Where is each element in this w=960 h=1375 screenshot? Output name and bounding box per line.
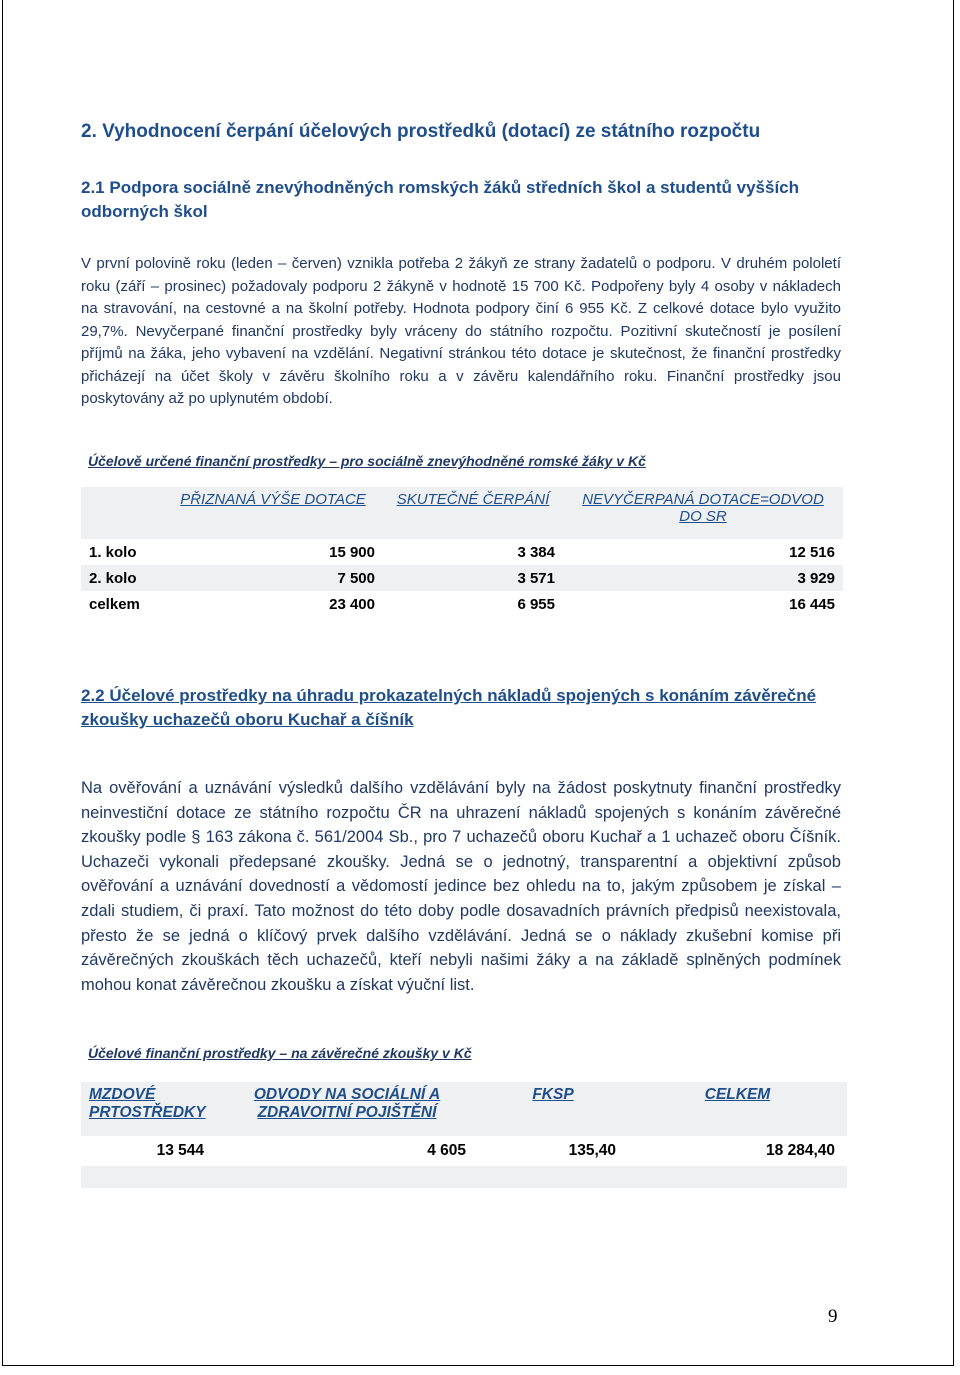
table-header-row bbox=[81, 487, 843, 539]
table-romani-support bbox=[81, 487, 843, 617]
empty-cell bbox=[628, 1166, 847, 1188]
section-2-2-paragraph: Na ověřování a uznávání výsledků dalšího vzdělávání byly na žádost poskytnuty finanční prostředky neinvestiční dotace ze státního rozpočtu ČR na uhrazení nákladů spojených s konáním závěrečné zkoušky podle § 163 zákona č. 561/2004 Sb., pro 7 uchazečů oboru Kuchař a 1 uchazeč oboru Číšník. Uchazeči vykonali předepsané zkoušky. Jedná se o jednotný, transparentní a objektivní způsob ověřování a uznávání dovedností a vědomostí jedince bez ohledu na to, jakým způsobem je získal – zdali studiem, či praxí. Tato možnost do této doby podle dosavadních právních předpisů neexistovala, přesto že se jedná o klíčový prvek dalšího vzdělávání. Jedná se o náklady zkušební komise při závěrečných zkouškách těch uchazečů, kteří nebyli našimi žáky a na základě splněných podmínek mohou konat závěrečnou zkoušku a získat výuční list. bbox=[81, 779, 841, 994]
table-header-granted: PŘIZNANÁ VÝŠE DOTACE bbox=[163, 487, 383, 539]
returned-value: 16 445 bbox=[789, 595, 835, 613]
section-2-1-title: 2.1 Podpora sociálně znevýhodněných romských žáků středních škol a studentů vyšších odborných škol bbox=[81, 178, 800, 221]
table-row bbox=[81, 539, 843, 565]
table-2-caption: Účelové finanční prostředky – na závěrečné zkoušky v Kč bbox=[88, 1045, 472, 1061]
table-header-wages: MZDOVÉ PRTOSTŘEDKY bbox=[81, 1082, 216, 1136]
returned-value: 12 516 bbox=[789, 543, 835, 561]
table-header-empty bbox=[81, 487, 163, 539]
section-2-2-title: 2.2 Účelové prostředky na úhradu prokazatelných nákladů spojených s konáním závěrečné zkoušky uchazečů oboru Kuchař a číšník bbox=[81, 686, 817, 729]
table-header-insurance: ODVODY NA SOCIÁLNÍ A ZDRAVOITNÍ POJIŠTĚNÍ bbox=[216, 1082, 478, 1136]
total-value: 18 284,40 bbox=[628, 1136, 847, 1166]
granted-value: 7 500 bbox=[163, 565, 383, 591]
table-header-total: CELKEM bbox=[628, 1082, 847, 1136]
returned-value: 3 929 bbox=[563, 565, 843, 591]
used-value: 3 384 bbox=[517, 543, 555, 561]
table-empty-row bbox=[81, 1166, 847, 1188]
table-exam-costs bbox=[81, 1082, 847, 1188]
row-label: 1. kolo bbox=[89, 543, 137, 561]
section-heading: 2. Vyhodnocení čerpání účelových prostředků (dotací) ze státního rozpočtu bbox=[81, 121, 761, 142]
row-label: celkem bbox=[89, 595, 140, 613]
row-label: 2. kolo bbox=[81, 565, 163, 591]
table-row bbox=[81, 591, 843, 617]
table-header-fksp: FKSP bbox=[478, 1082, 628, 1136]
wages-value: 13 544 bbox=[81, 1136, 216, 1166]
insurance-value: 4 605 bbox=[216, 1136, 478, 1166]
empty-cell bbox=[478, 1166, 628, 1188]
page-number: 9 bbox=[828, 1306, 838, 1327]
table-header-used: SKUTEČNÉ ČERPÁNÍ bbox=[383, 487, 563, 539]
table-header-returned: NEVYČERPANÁ DOTACE=ODVOD DO SR bbox=[563, 487, 843, 539]
used-value: 3 571 bbox=[383, 565, 563, 591]
used-value: 6 955 bbox=[517, 595, 555, 613]
empty-cell bbox=[81, 1166, 216, 1188]
table-row bbox=[81, 1136, 847, 1166]
empty-cell bbox=[216, 1166, 478, 1188]
table-row bbox=[81, 565, 843, 591]
table-header-row bbox=[81, 1082, 847, 1136]
table-1-caption: Účelově určené finanční prostředky – pro sociálně znevýhodněné romské žáky v Kč bbox=[88, 453, 646, 469]
granted-value: 23 400 bbox=[329, 595, 375, 613]
fksp-value: 135,40 bbox=[478, 1136, 628, 1166]
granted-value: 15 900 bbox=[329, 543, 375, 561]
section-2-1-paragraph: V první polovině roku (leden – červen) vznikla potřeba 2 žákyň ze strany žadatelů o podporu. V druhém pololetí roku (září – prosinec) požadovaly podporu 2 žákyně v hodnotě 15 700 Kč. Podpořeny byly 4 osoby v nákladech na stravování, na cestovné a na školní potřeby. Hodnota podpory činí 6 955 Kč. Z celkové dotace bylo využito 29,7%. Nevyčerpané finanční prostředky byly vráceny do státního rozpočtu. Pozitivní skutečností je posílení příjmů na žáka, jeho vybavení na vzdělání. Negativní stránkou této dotace je skutečnost, že finanční prostředky přicházejí na účet školy v závěru školního roku a v závěru kalendářního roku. Finanční prostředky jsou poskytovány až po uplynutém období. bbox=[81, 255, 841, 407]
